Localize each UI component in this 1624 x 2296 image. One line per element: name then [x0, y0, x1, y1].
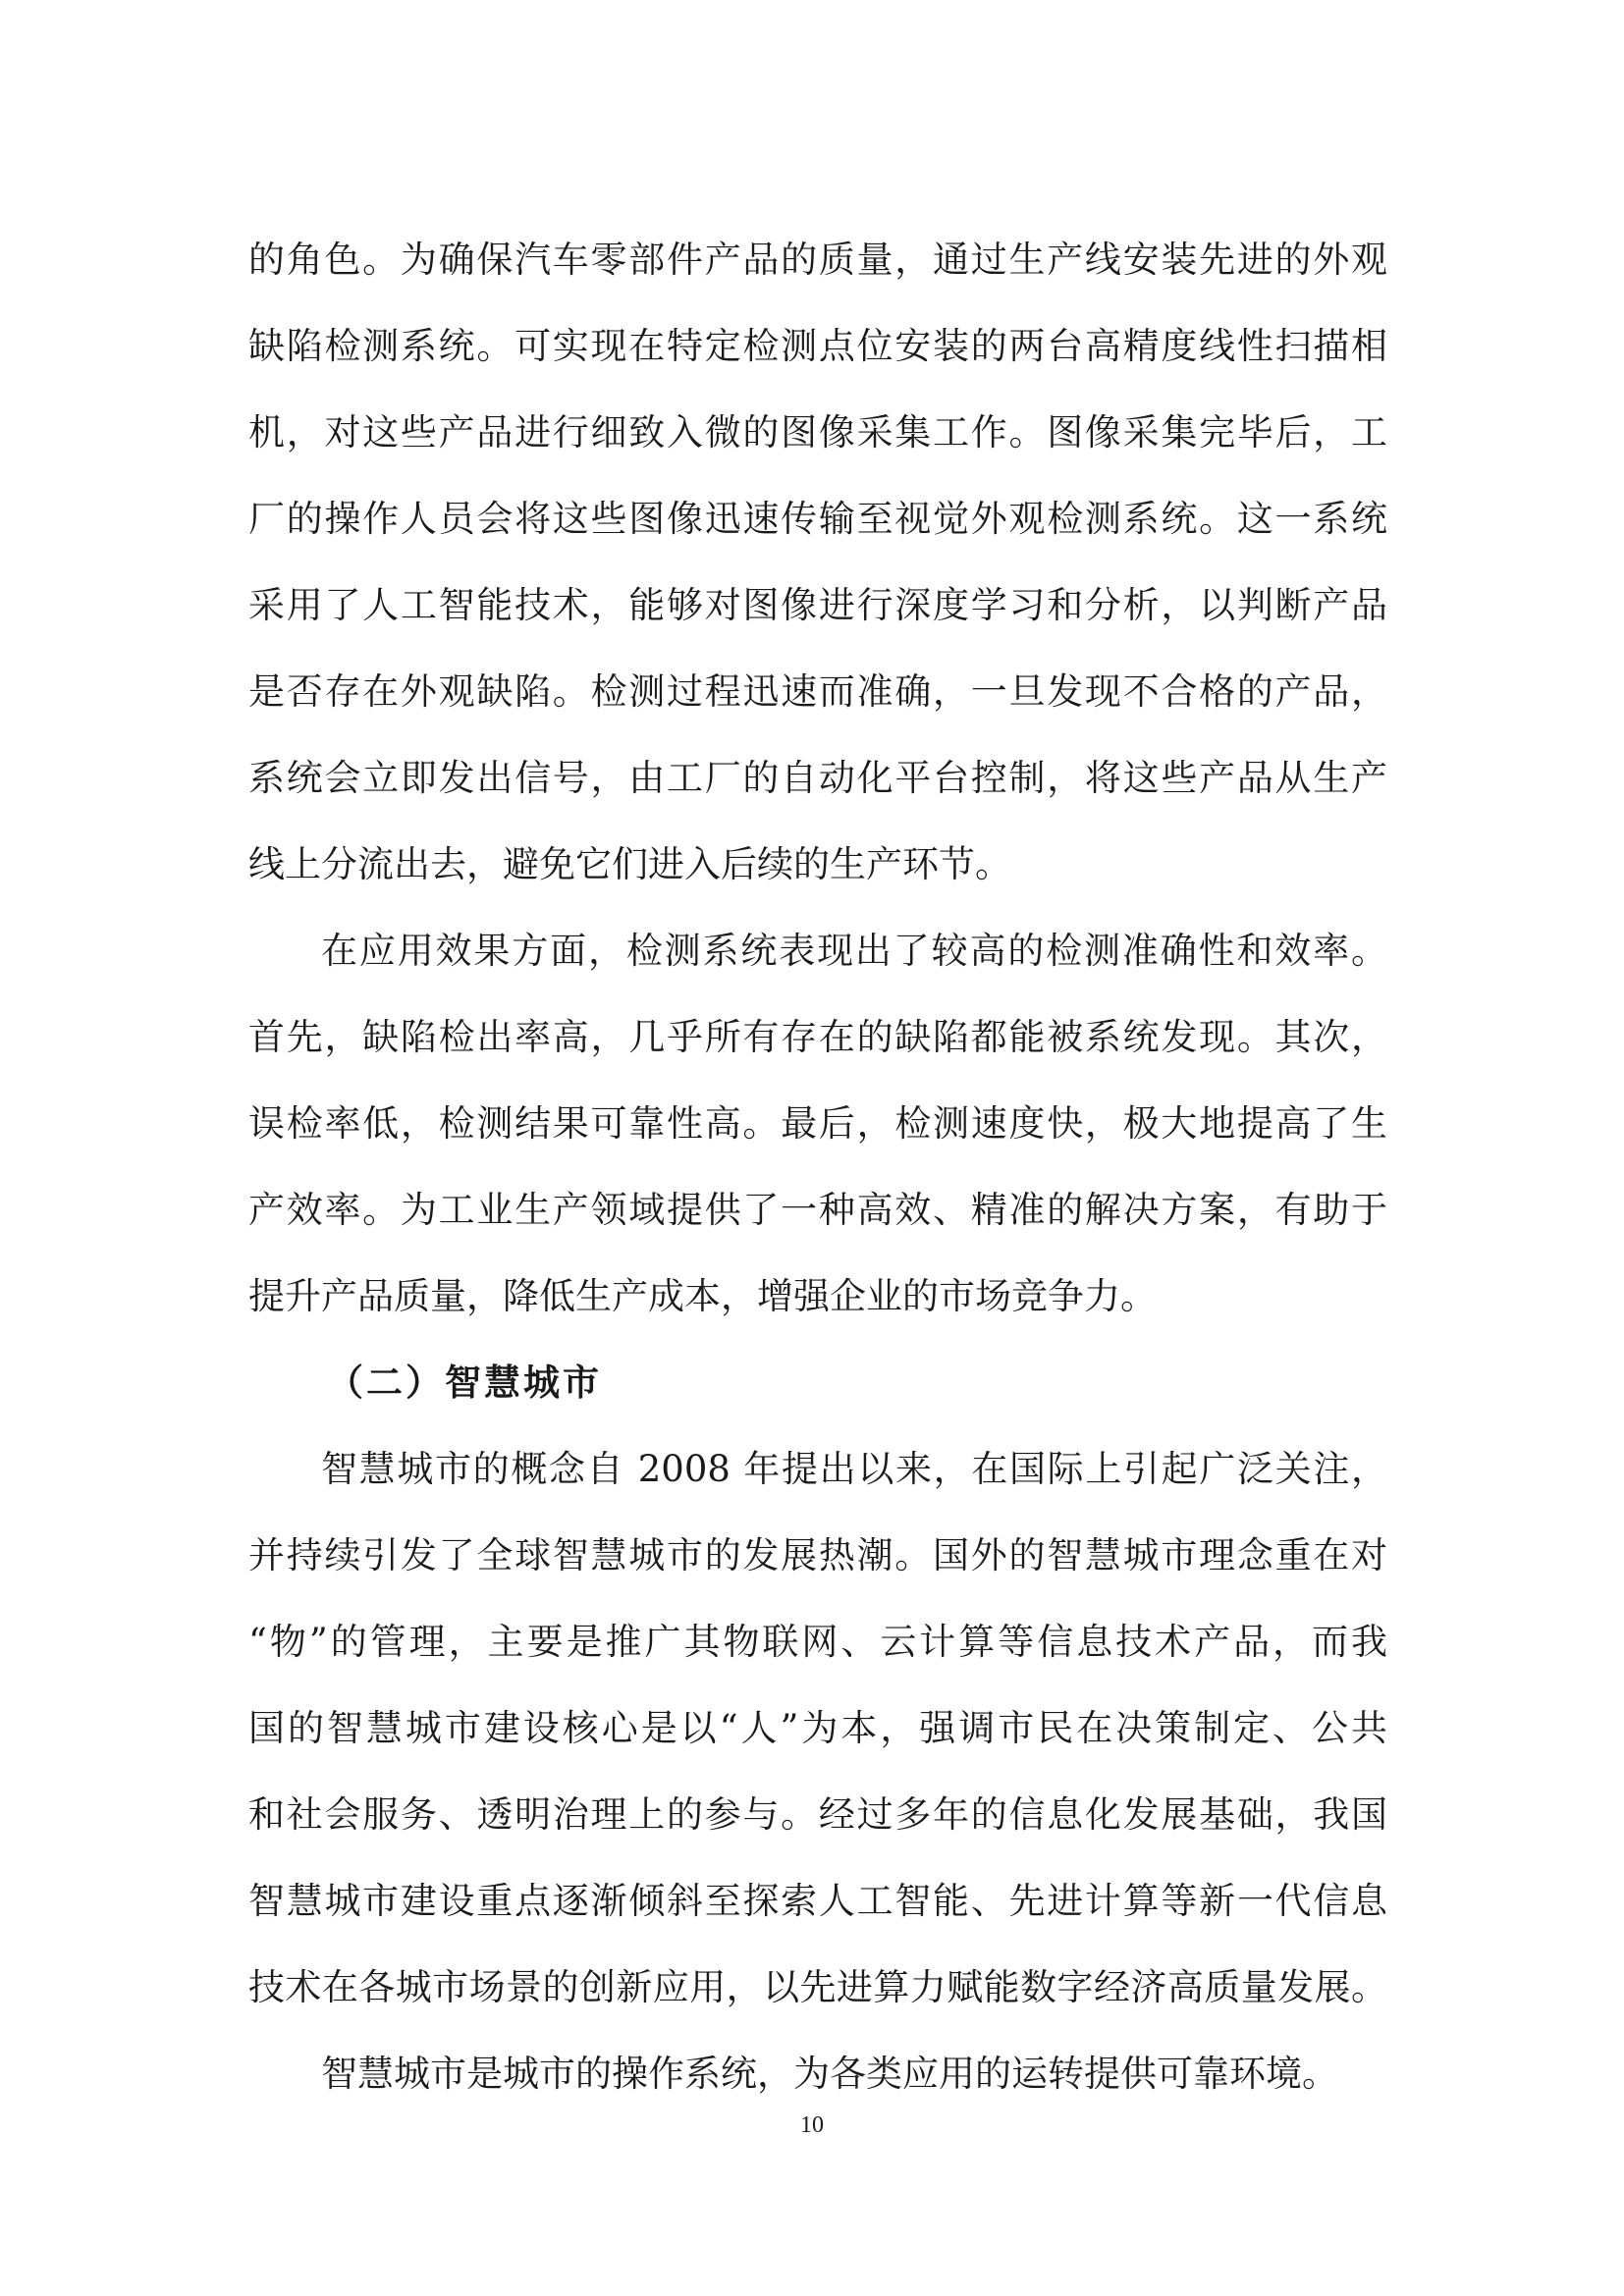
page-number: 10	[800, 2112, 824, 2138]
paragraph-line: 是否存在外观缺陷。检测过程迅速而准确，一旦发现不合格的产品，	[248, 670, 1387, 713]
paragraph-line: 在应用效果方面，检测系统表现出了较高的检测准确性和效率。	[321, 930, 1387, 972]
paragraph-line: 技术在各城市场景的创新应用，以先进算力赋能数字经济高质量发展。	[248, 1966, 1387, 2008]
paragraph-line: 智慧城市建设重点逐渐倾斜至探索人工智能、先进计算等新一代信息	[248, 1880, 1387, 1922]
paragraph-line: 线上分流出去，避免它们进入后续的生产环节。	[248, 843, 1011, 885]
paragraph-line: 提升产品质量，降低生产成本，增强企业的市场竞争力。	[248, 1275, 1157, 1317]
paragraph-line: 智慧城市的概念自 2008 年提出以来，在国际上引起广泛关注，	[321, 1448, 1387, 1490]
paragraph-line: 智慧城市是城市的操作系统，为各类应用的运转提供可靠环境。	[321, 2053, 1338, 2095]
paragraph-line: 厂的操作人员会将这些图像迅速传输至视觉外观检测系统。这一系统	[248, 498, 1387, 540]
paragraph-line: 缺陷检测系统。可实现在特定检测点位安装的两台高精度线性扫描相	[248, 325, 1387, 367]
section-heading: （二）智慧城市	[327, 1362, 602, 1404]
paragraph-line: 国的智慧城市建设核心是以“人”为本，强调市民在决策制定、公共	[248, 1707, 1387, 1749]
paragraph-line: “物”的管理，主要是推广其物联网、云计算等信息技术产品，而我	[248, 1621, 1387, 1663]
paragraph-line: 产效率。为工业生产领域提供了一种高效、精准的解决方案，有助于	[248, 1189, 1387, 1231]
paragraph-line: 和社会服务、透明治理上的参与。经过多年的信息化发展基础，我国	[248, 1793, 1387, 1836]
paragraph-line: 误检率低，检测结果可靠性高。最后，检测速度快，极大地提高了生	[248, 1102, 1387, 1145]
paragraph-line: 首先，缺陷检出率高，几乎所有存在的缺陷都能被系统发现。其次，	[248, 1016, 1387, 1058]
paragraph-line: 采用了人工智能技术，能够对图像进行深度学习和分析，以判断产品	[248, 584, 1387, 626]
paragraph-line: 机，对这些产品进行细致入微的图像采集工作。图像采集完毕后，工	[248, 411, 1387, 454]
paragraph-line: 的角色。为确保汽车零部件产品的质量，通过生产线安装先进的外观	[248, 239, 1387, 281]
paragraph-line: 并持续引发了全球智慧城市的发展热潮。国外的智慧城市理念重在对	[248, 1534, 1387, 1576]
paragraph-line: 系统会立即发出信号，由工厂的自动化平台控制，将这些产品从生产	[248, 757, 1387, 799]
